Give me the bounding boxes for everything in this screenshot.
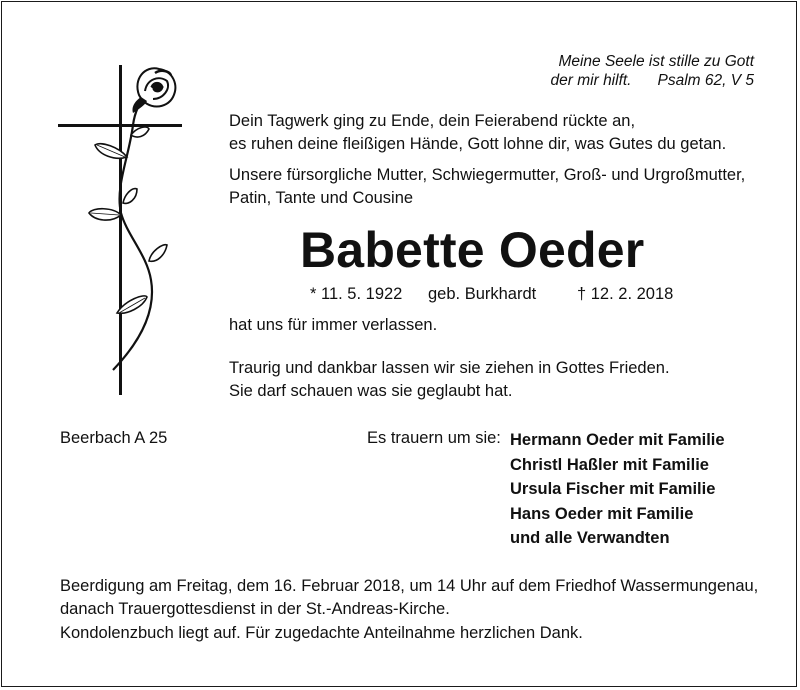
cross-with-rose-icon [55,65,185,395]
farewell-text [229,357,670,403]
mourners-list [510,428,725,551]
verse-line-1: Dein Tagwerk ging zu Ende, dein Feierabend rückte an, [229,112,636,130]
mourner-item: Christl Haßler mit Familie [510,455,709,474]
mourner-item: Hermann Oeder mit Familie [510,431,725,449]
deceased-name: Babette Oeder [300,222,645,278]
intro-line-2: Patin, Tante und Cousine [229,189,414,207]
condolence-note: Kondolenzbuch liegt auf. Für zugedachte Anteilnahme herzlichen Dank. [60,624,583,642]
mourning-label: Es trauern um sie: [367,429,501,447]
funeral-line-1: Beerdigung am Freitag, dem 16. Februar 2018, um 14 Uhr auf dem Friedhof Wassermungenau, [60,577,759,595]
mourner-item: Hans Oeder mit Familie [510,504,694,523]
mourner-item: und alle Verwandten [510,529,670,547]
motto-line-2 [551,71,754,90]
location: Beerbach A 25 [60,429,168,447]
farewell-line-1: Traurig und dankbar lassen wir sie ziehen in Gottes Frieden. [229,359,670,377]
maiden-name: geb. Burkhardt [428,285,537,303]
motto-text-2: der mir hilft. [550,72,632,89]
birth-date: * 11. 5. 1922 [310,285,403,303]
verse [229,110,726,156]
mourner-item: Ursula Fischer mit Familie [510,480,716,498]
farewell-line-2: Sie darf schauen was sie geglaubt hat. [229,382,513,400]
motto-line-1: Meine Seele ist stille zu Gott [558,53,754,70]
verse-line-2: es ruhen deine fleißigen Hände, Gott lohne dir, was Gutes du getan. [229,135,727,153]
left-text: hat uns für immer verlassen. [229,316,438,334]
intro-text [229,164,745,210]
psalm-reference: Psalm 62, V 5 [657,72,754,89]
psalm-motto [551,52,754,90]
death-date: † 12. 2. 2018 [577,285,674,303]
funeral-info [60,575,758,621]
intro-line-1: Unsere fürsorgliche Mutter, Schwiegermutter, Groß- und Urgroßmutter, [229,166,746,184]
funeral-line-2: danach Trauergottesdienst in der St.-Andreas-Kirche. [60,600,450,618]
